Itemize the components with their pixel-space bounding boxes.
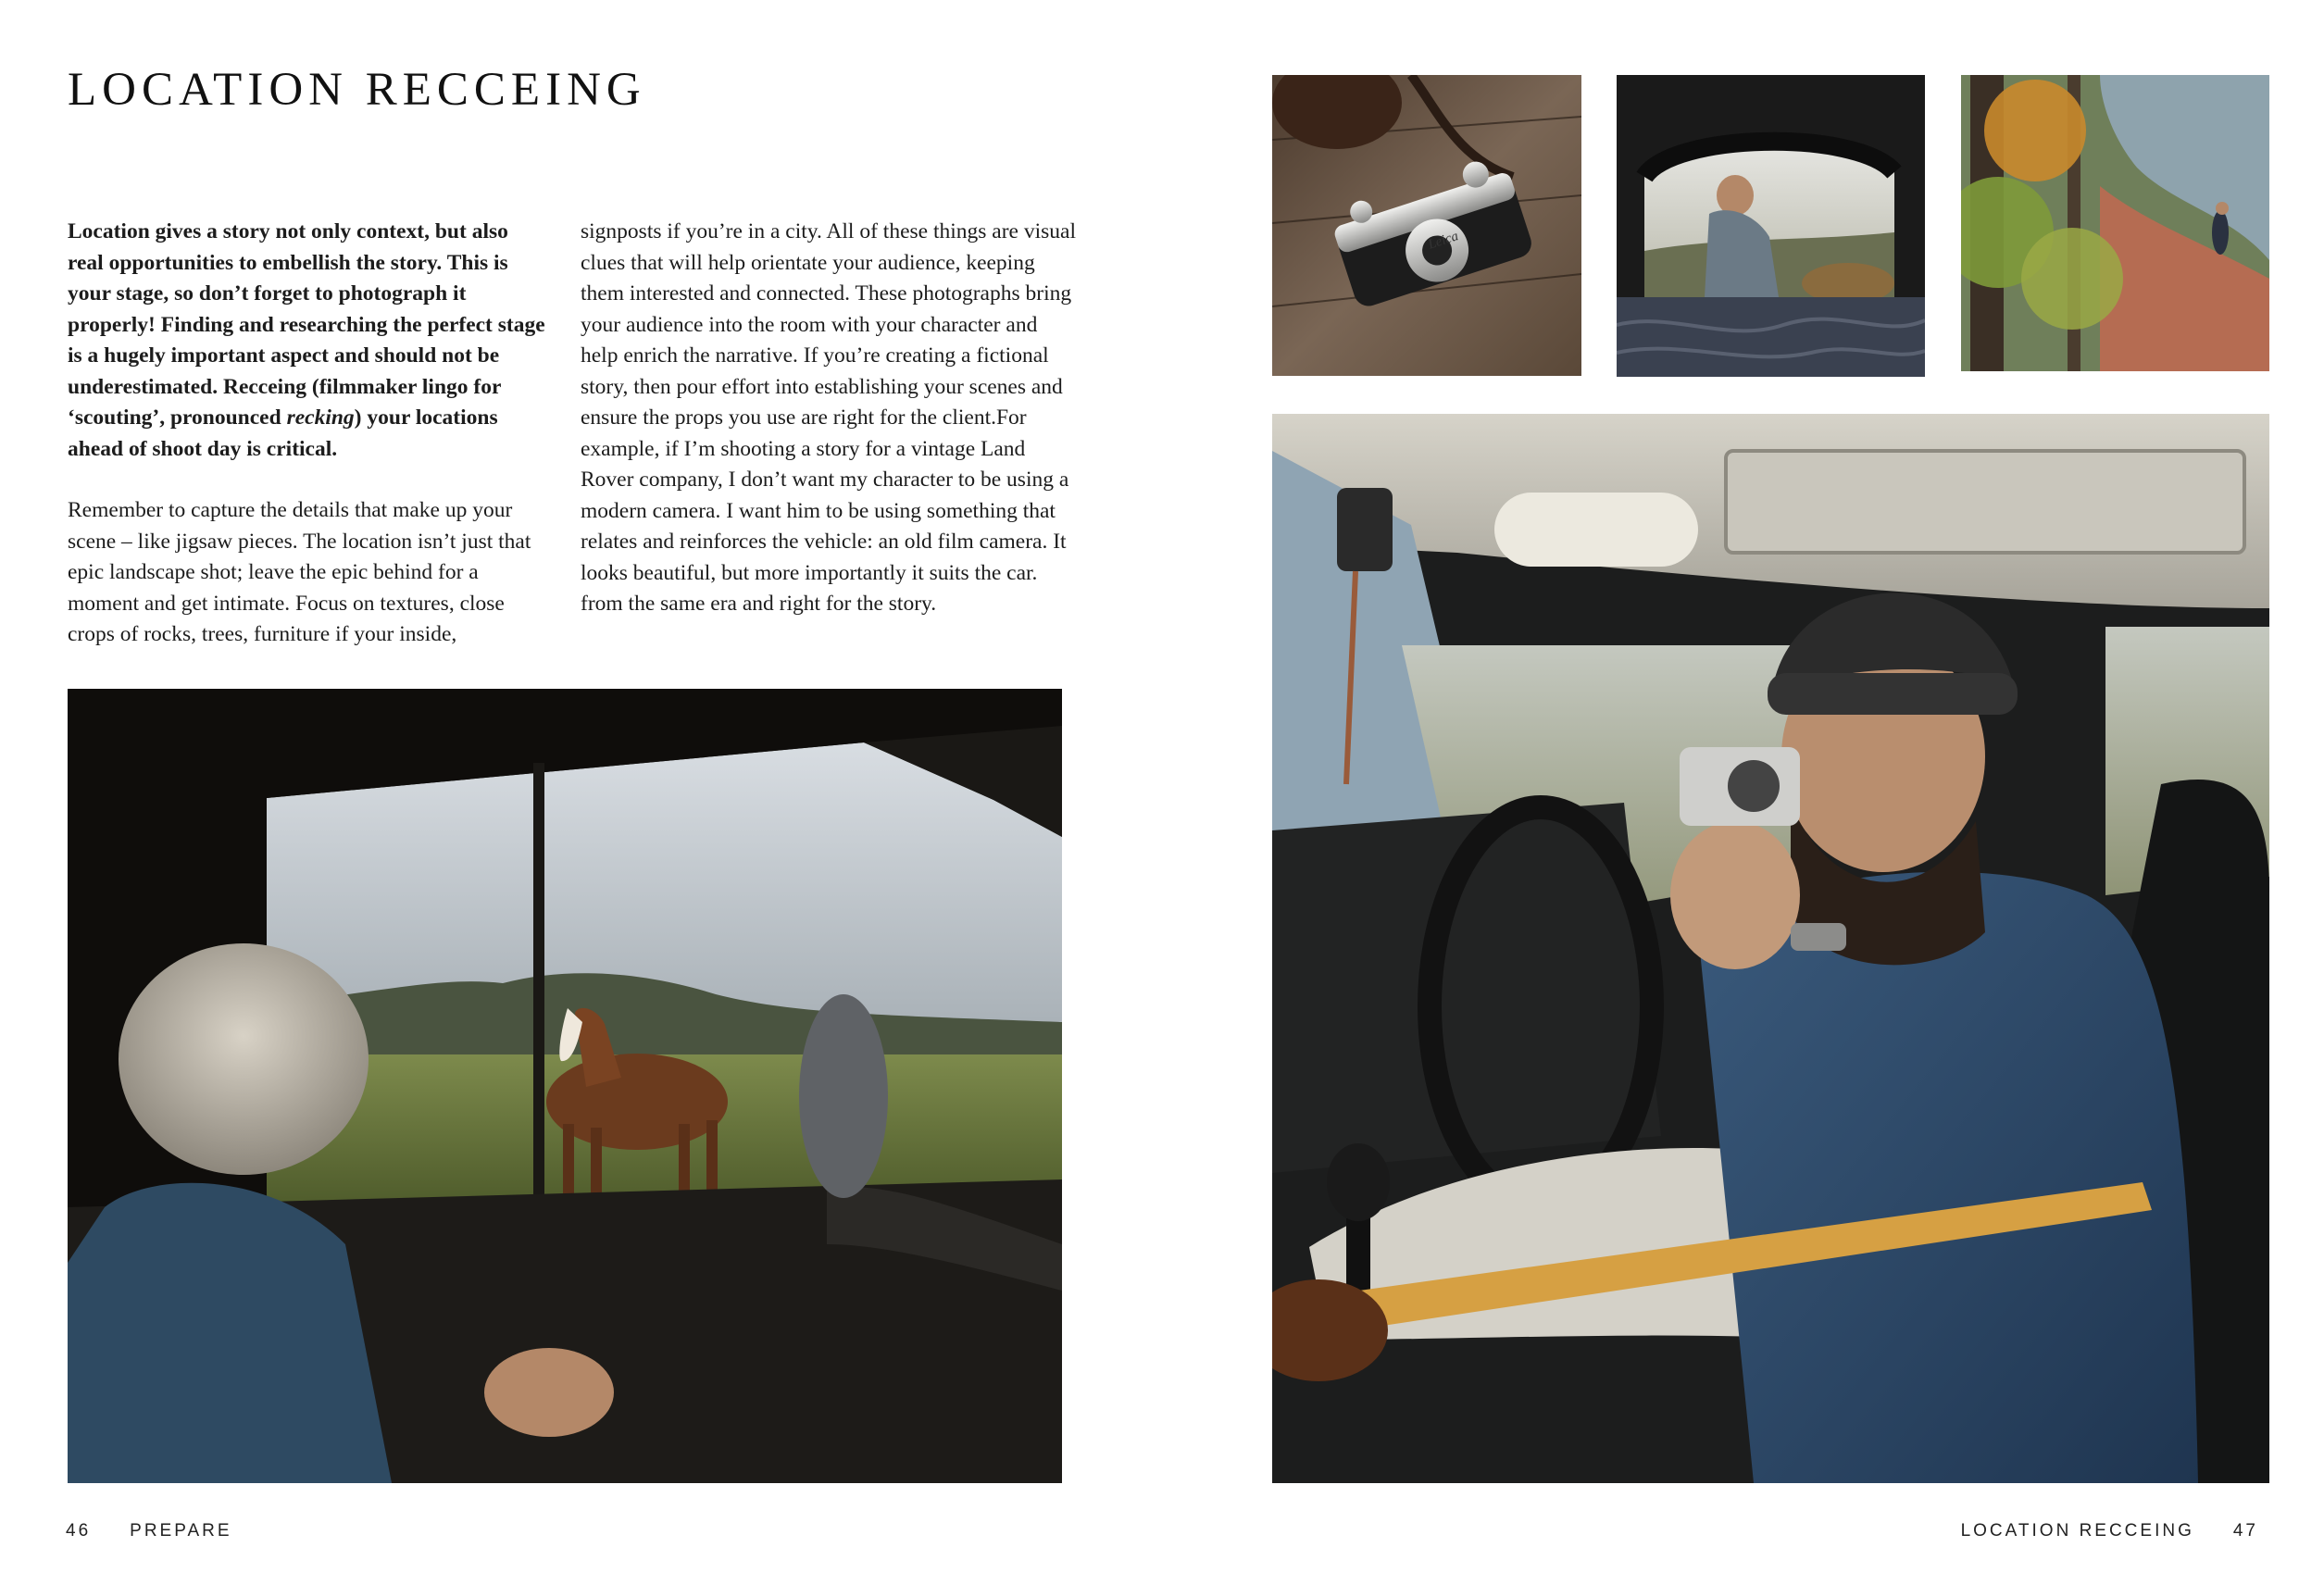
photo-boy-horse [68,689,1062,1483]
photo-vintage-camera-art [1272,75,1581,376]
body-paragraph-3: signposts if you’re in a city. All of these things are visual clues that will help orientate your audience, keeping them interested and connected. These photographs bring your audience into the room with your character and help enrich the narrative. If you’re creating a fictional story, then pour effort into establishing your scenes and ensure the props you use are right for the client.For example, if I’m shooting a story for a vintage Land Rover company, I don’t want my character to be using a modern camera. I want him to be using something that relates and reinforces the vehicle: an old film camera. It looks beautiful, but more importantly it suits the car. from the same era and right for the story. [581,219,1076,616]
page-heading: LOCATION RECCEING [68,64,646,116]
photo-vintage-camera [1272,75,1581,376]
photo-forest-river-art [1961,75,2269,371]
folio-left [66,1521,232,1541]
lead-text-italic: recking [286,405,355,430]
text-column-right [581,217,1076,620]
section-label-left: PREPARE [130,1521,232,1541]
body-paragraph-2: Remember to capture the details that make up your scene – like jigsaw pieces. The location isn’t just that epic landscape shot; leave the epic behind for a moment and get intimate. Focus on textures, close crops of rocks, trees, furniture if your inside, [68,498,531,646]
photo-forest-river [1961,75,2269,371]
photo-person-in-van-art [1617,75,1925,377]
text-column-left [68,217,547,651]
folio-right [1961,1521,2258,1541]
photo-man-with-camera-art [1272,414,2269,1483]
section-label-right: LOCATION RECCEING [1960,1521,2194,1541]
lead-paragraph [68,217,547,465]
lead-text-part1: Location gives a story not only context, but also real opportunities to embellish the story. This is your stage, so don’t forget to photograph it properly! Finding and researching the perfect stage is a hugely important aspect and should not be underestimated. Recceing (filmmaker lingo for ‘scouting’, pronounced [68,219,545,430]
page-number-left: 46 [66,1521,92,1541]
camera-badge: Leica [1426,229,1461,253]
page-number-right: 47 [2232,1521,2258,1541]
lead-text-part2: ) your locations ahead of shoot day is critical. [68,405,498,461]
photo-person-in-van [1617,75,1925,377]
photo-man-with-camera [1272,414,2269,1483]
photo-boy-horse-art [68,689,1062,1483]
